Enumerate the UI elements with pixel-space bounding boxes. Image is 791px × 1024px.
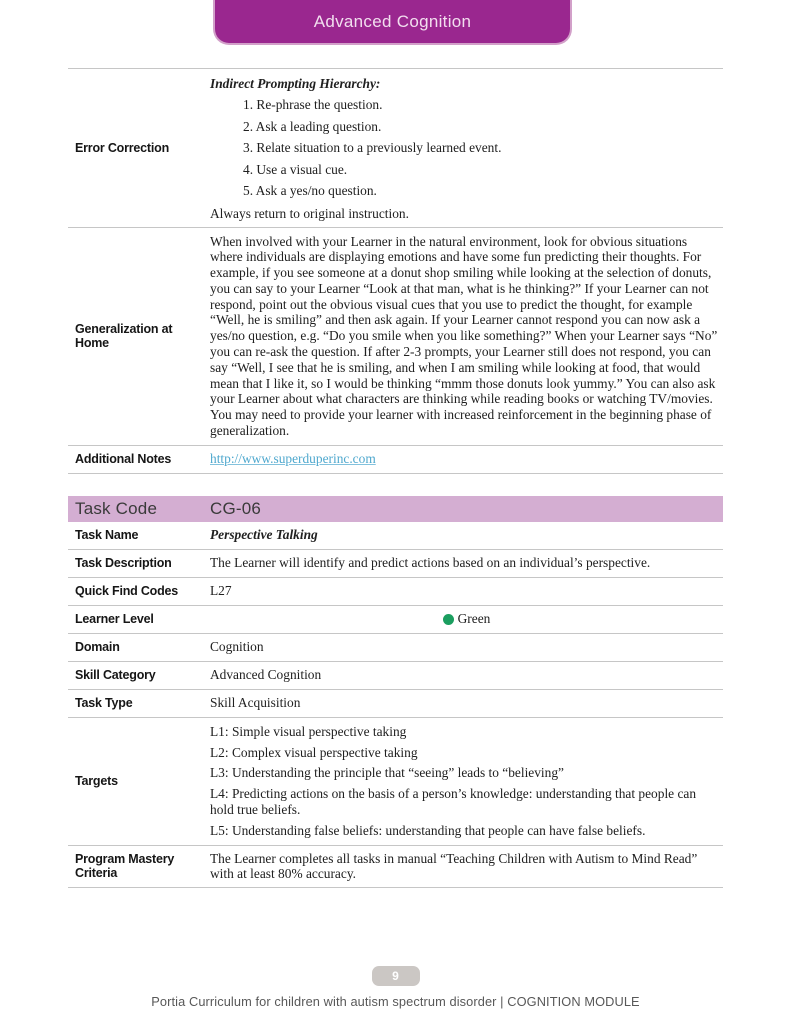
task-code-bar	[68, 496, 723, 522]
prompting-hierarchy-heading: Indirect Prompting Hierarchy:	[210, 76, 381, 91]
page-number-badge	[372, 966, 420, 986]
row-value: Skill Acquisition	[210, 695, 301, 711]
error-correction-note: Always return to original instruction.	[210, 205, 409, 221]
section-header-tab	[213, 0, 572, 45]
row-value	[210, 718, 723, 845]
row-quick-find-codes	[68, 578, 723, 606]
target-item: L5: Understanding false beliefs: understanding that people can have false beliefs.	[210, 822, 646, 838]
row-value: When involved with your Learner in the natural environment, look for obvious situations where individuals are displaying emotions and have some fun predicting their thoughts. For example, if you see someone at a donut shop smiling while looking at the selection of donuts, you can say to your Learner “Look at that man, what is he thinking?” If your Learner can not respond, point out the obvious visual cues that you use to predict the thought, for example “Well, he is smiling” and then ask again. If your Learner cannot respond you can now ask a yes/no question, e.g. “Do you smile when you like something?” When your Learner says “No” you can re-ask the question. If after 2-3 prompts, your Learner still does not respond, you can say “Well, I see that he is smiling, and when I am smiling while looking at food, that would mean that I like it, so I would be thinking “mmm those donuts look yummy.” You can also ask your Learner about what characters are thinking while reading books or watching TV/movies. You may need to provide your learner with increased reinforcement in the beginning phase of generalization.	[210, 233, 718, 439]
row-task-description	[68, 550, 723, 578]
page-content	[68, 68, 723, 888]
row-targets	[68, 718, 723, 846]
task-code-value: CG-06	[210, 498, 262, 518]
row-value: The Learner completes all tasks in manual “Teaching Children with Autism to Mind Read” with at least 80% accuracy.	[210, 850, 698, 882]
row-label: Skill Category	[75, 668, 156, 683]
row-additional-notes	[68, 446, 723, 474]
row-value: Cognition	[210, 639, 264, 655]
list-item: 5. Ask a yes/no question.	[243, 183, 377, 198]
info-table	[68, 68, 723, 474]
row-skill-category	[68, 662, 723, 690]
row-label: Learner Level	[75, 612, 154, 627]
row-value	[210, 69, 723, 227]
task-table	[68, 522, 723, 888]
row-task-type	[68, 690, 723, 718]
list-item: 1. Re-phrase the question.	[243, 97, 383, 112]
row-label: Domain	[75, 640, 120, 655]
list-item: 2. Ask a leading question.	[243, 118, 382, 134]
row-label: Program Mastery Criteria	[75, 852, 175, 881]
list-item: 3. Relate situation to a previously learned event.	[243, 140, 502, 155]
row-domain	[68, 634, 723, 662]
superduper-link[interactable]: http://www.superduperinc.com	[210, 451, 376, 467]
row-label: Generalization at Home	[75, 322, 173, 351]
footer-text: Portia Curriculum for children with autism spectrum disorder | COGNITION MODULE	[151, 994, 640, 1009]
row-label: Task Description	[75, 556, 172, 571]
target-item: L1: Simple visual perspective taking	[210, 723, 407, 739]
row-label: Targets	[75, 774, 118, 789]
section-title: Advanced Cognition	[313, 11, 472, 31]
row-task-name	[68, 522, 723, 550]
task-code-label: Task Code	[75, 498, 158, 518]
target-item: L4: Predicting actions on the basis of a person’s knowledge: understanding that people can hold true beliefs.	[210, 786, 697, 818]
row-program-mastery-criteria	[68, 846, 723, 889]
target-item: L3: Understanding the principle that “seeing” leads to “believing”	[210, 765, 564, 781]
list-item: 4. Use a visual cue.	[243, 161, 348, 177]
row-value: L27	[210, 583, 232, 599]
row-value	[210, 606, 723, 633]
page-number: 9	[392, 969, 399, 983]
row-label: Error Correction	[75, 140, 170, 155]
row-error-correction	[68, 69, 723, 228]
row-label: Task Name	[75, 528, 139, 543]
row-value	[210, 446, 723, 473]
row-label: Quick Find Codes	[75, 584, 179, 599]
row-generalization-at-home	[68, 228, 723, 446]
target-item: L2: Complex visual perspective taking	[210, 744, 418, 760]
green-level-icon	[443, 614, 454, 625]
row-learner-level	[68, 606, 723, 634]
row-value: The Learner will identify and predict actions based on an individual’s perspective.	[210, 555, 651, 571]
row-value: Advanced Cognition	[210, 667, 322, 683]
learner-level-text: Green	[457, 611, 491, 627]
row-label: Task Type	[75, 696, 133, 711]
row-value: Perspective Talking	[210, 527, 318, 543]
row-label: Additional Notes	[75, 452, 172, 467]
